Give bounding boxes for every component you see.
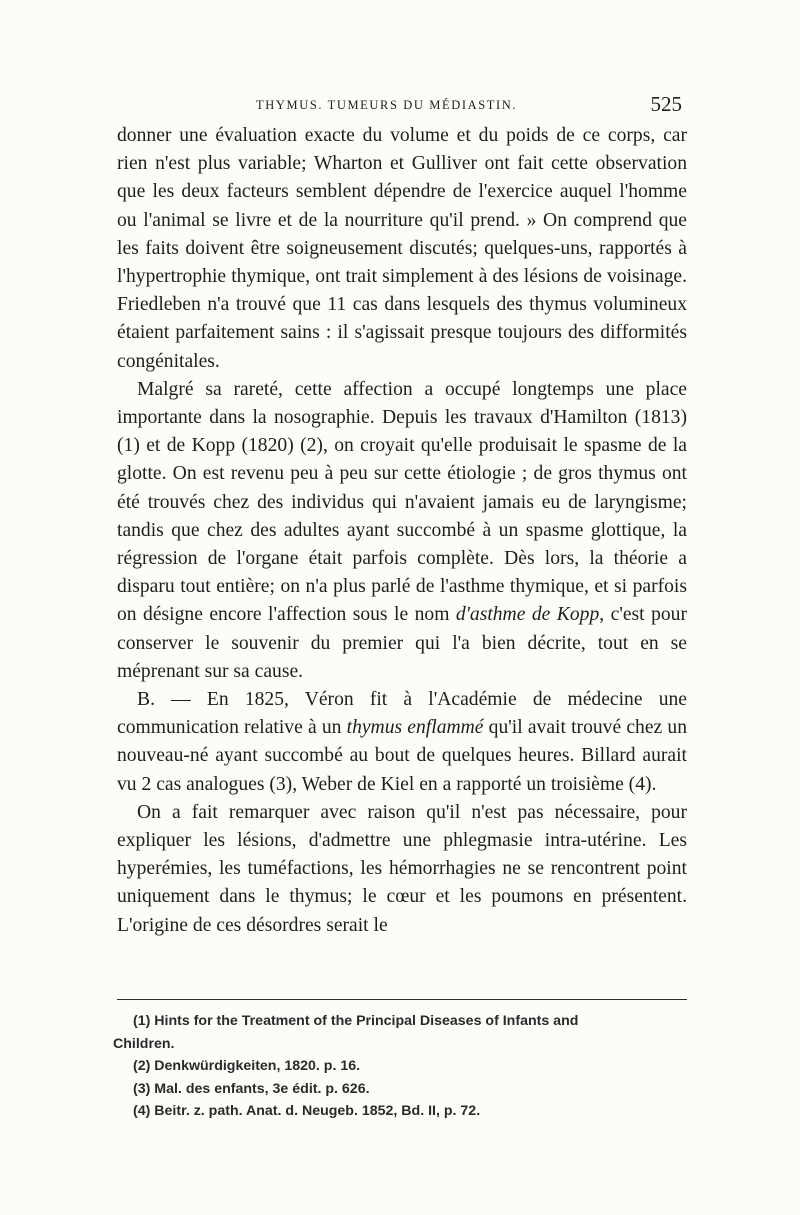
paragraph-3-emphasis: thymus enflammé: [346, 717, 484, 739]
paragraph-3-part-b: qu'il avait trouvé chez un nouveau-né ayant succombé au bout de quelques heures. Billard aurait vu 2 cas analogues (3), Weber de Kiel en a rapporté un troisième (4).: [117, 717, 687, 795]
page-header: [118, 92, 682, 118]
paragraph-2: [117, 376, 687, 686]
paragraph-2-part-a: Malgré sa rareté, cette affection a occupé longtemps une place importante dans la nosographie. Depuis les travaux d'Hamilton (1813) (1) et de Kopp (1820) (2), on croyait qu'elle produisait le spasme de la glotte. On est revenu peu à peu sur cette étiologie ; de gros thymus ont été trouvés chez des individus qui n'avaient jamais eu de laryngisme; tandis que chez des adultes ayant succombé à un spasme glottique, la régression de l'organe était parfois complète. Dès lors, la théorie a disparu tout entière; on n'a plus parlé de l'asthme thymique, et si parfois on désigne encore l'affection sous le nom: [117, 378, 687, 626]
paragraph-2-part-b: , c'est pour conserver le souvenir du premier qui l'a bien décrite, tout en se méprenant sur sa cause.: [117, 604, 687, 682]
running-head: THYMUS. TUMEURS DU MÉDIASTIN.: [256, 98, 518, 112]
paragraph-3-part-a: B. — En 1825, Véron fit à l'Académie de médecine une communication relative à un: [117, 689, 687, 739]
footnote-2: (2) Denkwürdigkeiten, 1820. p. 16.: [133, 1058, 361, 1075]
paragraph-3: [117, 686, 687, 799]
footnote-1-continued: Children.: [113, 1035, 175, 1052]
paragraph-1: donner une évaluation exacte du volume et du poids de ce corps, car rien n'est plus variable; Wharton et Gulliver ont fait cette observation que les deux facteurs semblent dépendre de l'exercice auquel l'homme ou l'animal se livre et de la nourriture qu'il prend. » On comprend que les faits doivent être soigneusement discutés; quelques-uns, rapportés à l'hypertrophie thymique, ont trait simplement à des lésions de voisinage. Friedleben n'a trouvé que 11 cas dans lesquels des thymus volumineux étaient parfaitement sains : il s'agissait presque toujours des difformités congénitales.: [117, 125, 687, 372]
body-text: [117, 122, 687, 940]
footnote-1: (1) Hints for the Treatment of the Principal Diseases of Infants and: [133, 1013, 579, 1029]
footnote-3: (3) Mal. des enfants, 3e édit. p. 626.: [133, 1080, 370, 1097]
footnote-4: (4) Beitr. z. path. Anat. d. Neugeb. 1852, Bd. II, p. 72.: [133, 1103, 481, 1120]
footnotes: [113, 1010, 687, 1123]
page-number: 525: [650, 92, 682, 116]
paragraph-4: On a fait remarquer avec raison qu'il n'est pas nécessaire, pour expliquer les lésions, d'admettre une phlegmasie intra-utérine. Les hyperémies, les tuméfactions, les hémorrhagies ne se rencontrent point uniquement dans le thymus; le cœur et les poumons en présentent. L'origine de ces désordres serait le: [117, 801, 687, 936]
footnote-rule: [117, 999, 687, 1000]
paragraph-2-emphasis: d'asthme de Kopp: [455, 604, 600, 626]
